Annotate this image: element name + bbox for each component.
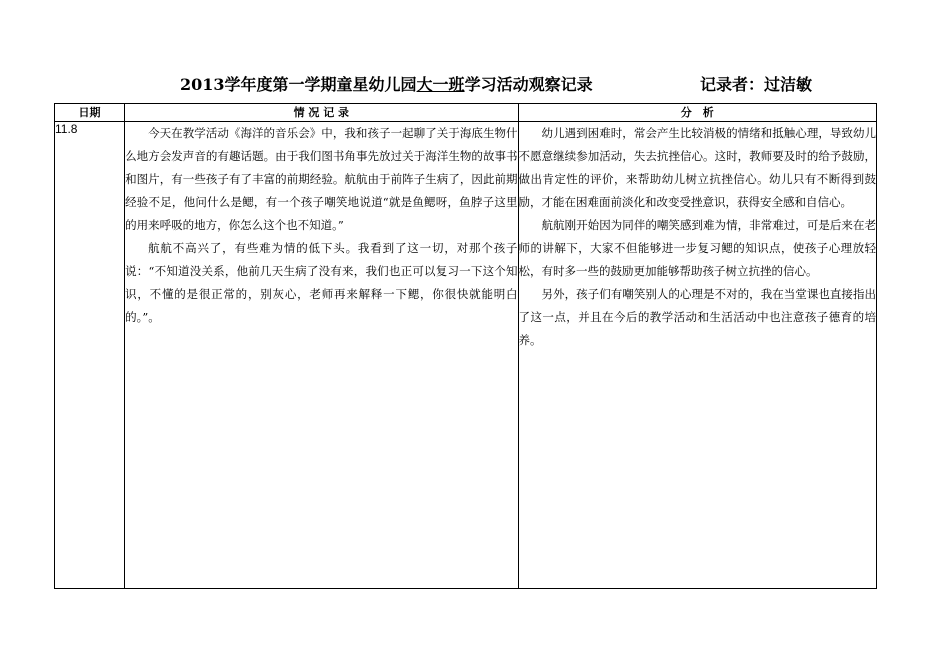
recorder-label: 记录者：过洁敏 — [700, 75, 813, 94]
document-title — [180, 74, 593, 96]
analysis-paragraph-2: 航航刚开始因为同伴的嘲笑感到难为情，非常难过，可是后来在老师的讲解下，大家不但能够进一步复习鳃的知识点，使孩子心理放轻松，有时多一些的鼓励更加能够帮助孩子树立抗挫的信心。 — [518, 218, 876, 278]
header-situation: 情 况 记 录 — [125, 104, 518, 122]
date-cell: 11.8 — [55, 122, 125, 589]
situation-cell — [125, 122, 518, 589]
situation-paragraph-2: 航航不高兴了，有些难为情的低下头。我看到了这一切，对那个孩子说：“不知道没关系，他前几天生病了没有来，我们也正可以复习一下这个知识，不懂的是很正常的，别灰心，老师再来解释一下鳃，你很快就能明白的。”。 — [125, 241, 518, 324]
header-date: 日期 — [55, 104, 125, 122]
observation-record-table — [54, 103, 877, 589]
table-header-row — [55, 104, 877, 122]
title-class-name: 大一班 — [416, 75, 465, 94]
title-suffix: 学习活动观察记录 — [464, 75, 593, 94]
analysis-paragraph-3: 另外，孩子们有嘲笑别人的心理是不对的，我在当堂课也直接指出了这一点，并且在今后的教学活动和生活活动中也注意孩子德育的培养。 — [518, 287, 876, 347]
header-analysis: 分 析 — [518, 104, 876, 122]
title-prefix: 2013学年度第一学期童星幼儿园 — [180, 75, 417, 94]
document-header — [0, 74, 950, 96]
analysis-cell — [518, 122, 876, 589]
table-row — [55, 122, 877, 589]
analysis-paragraph-1: 幼儿遇到困难时，常会产生比较消极的情绪和抵触心理，导致幼儿不愿意继续参加活动，失去抗挫信心。这时，教师要及时的给予鼓励，做出肯定性的评价，来帮助幼儿树立抗挫信心。幼儿只有不断得到鼓励，才能在困难面前淡化和改变受挫意识，获得安全感和自信心。 — [518, 126, 876, 209]
situation-paragraph-1: 今天在教学活动《海洋的音乐会》中，我和孩子一起聊了关于海底生物什么地方会发声音的有趣话题。由于我们图书角事先放过关于海洋生物的故事书和图片，有一些孩子有了丰富的前期经验。航航由于前阵子生病了，因此前期经验不足，他问什么是鳃，有一个孩子嘲笑地说道“就是鱼鳃呀，鱼脖子这里的用来呼吸的地方，你怎么这个也不知道。” — [125, 126, 518, 232]
